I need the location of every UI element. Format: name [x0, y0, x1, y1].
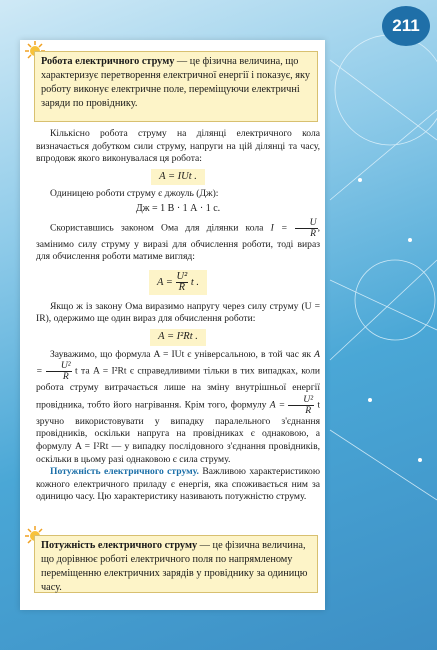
paragraph-part: Скориставшись законом Ома для ділянки кола — [50, 222, 264, 234]
paragraph: Зауважимо, що формула A = IUt є універсальною, в той час як A = $\frac{\text{U²}}{R}$ t та A = I²Rt є справедливими тільки в тих випадках, коли робота струму витрачається лише на зміну внутрішньої енергії провідника, тобто його нагрівання. Крім того, формулу A = $\frac{\text{U²}}{R}$ t зручно використовувати у випадку паралельного з'єднання провідників, оскільки напруга на провідниках є однаковою, а формулу A = I²Rt — у випадку послідовного з'єднання провідників, оскільки в цьому разі однаковою є сила струму. — [36, 348, 321, 465]
formula-work: A = IUt . — [151, 169, 205, 186]
paragraph-part: Зауважимо, що формула A = IUt є універсальною, в той час як — [50, 348, 312, 360]
definition-text: — це фізична величина, що характеризує перетворення електричної енергії і показує, яку роботу виконує електричне поле, переміщуючи електричні заряди по провіднику. — [41, 56, 311, 109]
fraction — [46, 361, 72, 382]
numerator: U² — [46, 361, 72, 372]
numerator: U² — [176, 270, 188, 282]
page-number: 211 — [382, 6, 430, 46]
body-text — [36, 128, 320, 504]
definition-box-power — [34, 535, 318, 593]
paragraph: Кількісно робота струму на ділянці електричного кола визначається добутком сили струму, напруги на цій ділянці та часу, впродовж якого виконувалася ця робота: — [36, 128, 320, 165]
paragraph-part: замінимо силу струму у виразі для обчислення роботи, тоді вираз для обчислення роботи матиме вигляд: — [36, 238, 320, 263]
denominator: R — [305, 404, 312, 416]
formula-unit: Дж = 1 В · 1 А · 1 с. — [135, 202, 221, 214]
formula-part: A = — [156, 276, 173, 288]
paragraph-part: t зручно використовувати у випадку паралельного з'єднання провідників, оскільки напруга на провідниках є однаковою, а формулу A = I²Rt — у випадку послідовного з'єднання провідників, оскільки в цьому разі однаковою є сила струму. — [36, 399, 320, 465]
denominator: R — [62, 371, 69, 383]
paragraph: Одиницею роботи струму є джоуль (Дж): — [50, 188, 219, 200]
definition-text: — це фізична величина, що дорівнює роботі електричного поля по напрямленому переміщенню електричних зарядів у провіднику за одиницю часу. — [41, 540, 308, 593]
denominator: R — [310, 227, 317, 239]
fraction — [295, 218, 318, 239]
fraction — [176, 272, 189, 293]
paragraph — [36, 466, 320, 504]
numerator: U² — [288, 395, 314, 406]
paragraph-part: Важливою характеристикою кожного електричного приладу є енергія, яка споживається ним за одиницю часу. Цю характеристику називають потужністю струму. — [36, 466, 321, 503]
highlighted-term: Потужність електричного струму. — [50, 466, 199, 478]
definition-term: Потужність електричного струму — [41, 540, 198, 551]
denominator: R — [178, 281, 186, 293]
fraction — [288, 395, 314, 416]
formula-work-current: A = I²Rt . — [150, 329, 206, 346]
paragraph-part: t та A = I²Rt є справедливими тільки в тих випадках, коли робота струму витрачається лише на зміну внутрішньої енергії провідника, тобто його нагрівання. Крім того, формулу — [36, 365, 321, 411]
formula-part: t . — [190, 276, 200, 288]
formula-part: I = — [270, 222, 288, 234]
numerator: U — [295, 218, 318, 229]
formula-work-voltage — [149, 270, 207, 295]
paragraph: Скориставшись законом Ома для ділянки кола I = $\frac{U}{R}$ , замінимо силу струму у виразі для обчислення роботи, тоді вираз для обчислення роботи матиме вигляд: — [36, 216, 320, 263]
definition-box-work — [34, 51, 318, 122]
paragraph: Якщо ж із закону Ома виразимо напругу через силу струму (U = IR), одержимо ще один вираз для обчислення роботи: — [36, 300, 320, 325]
definition-term: Робота електричного струму — [41, 56, 175, 67]
